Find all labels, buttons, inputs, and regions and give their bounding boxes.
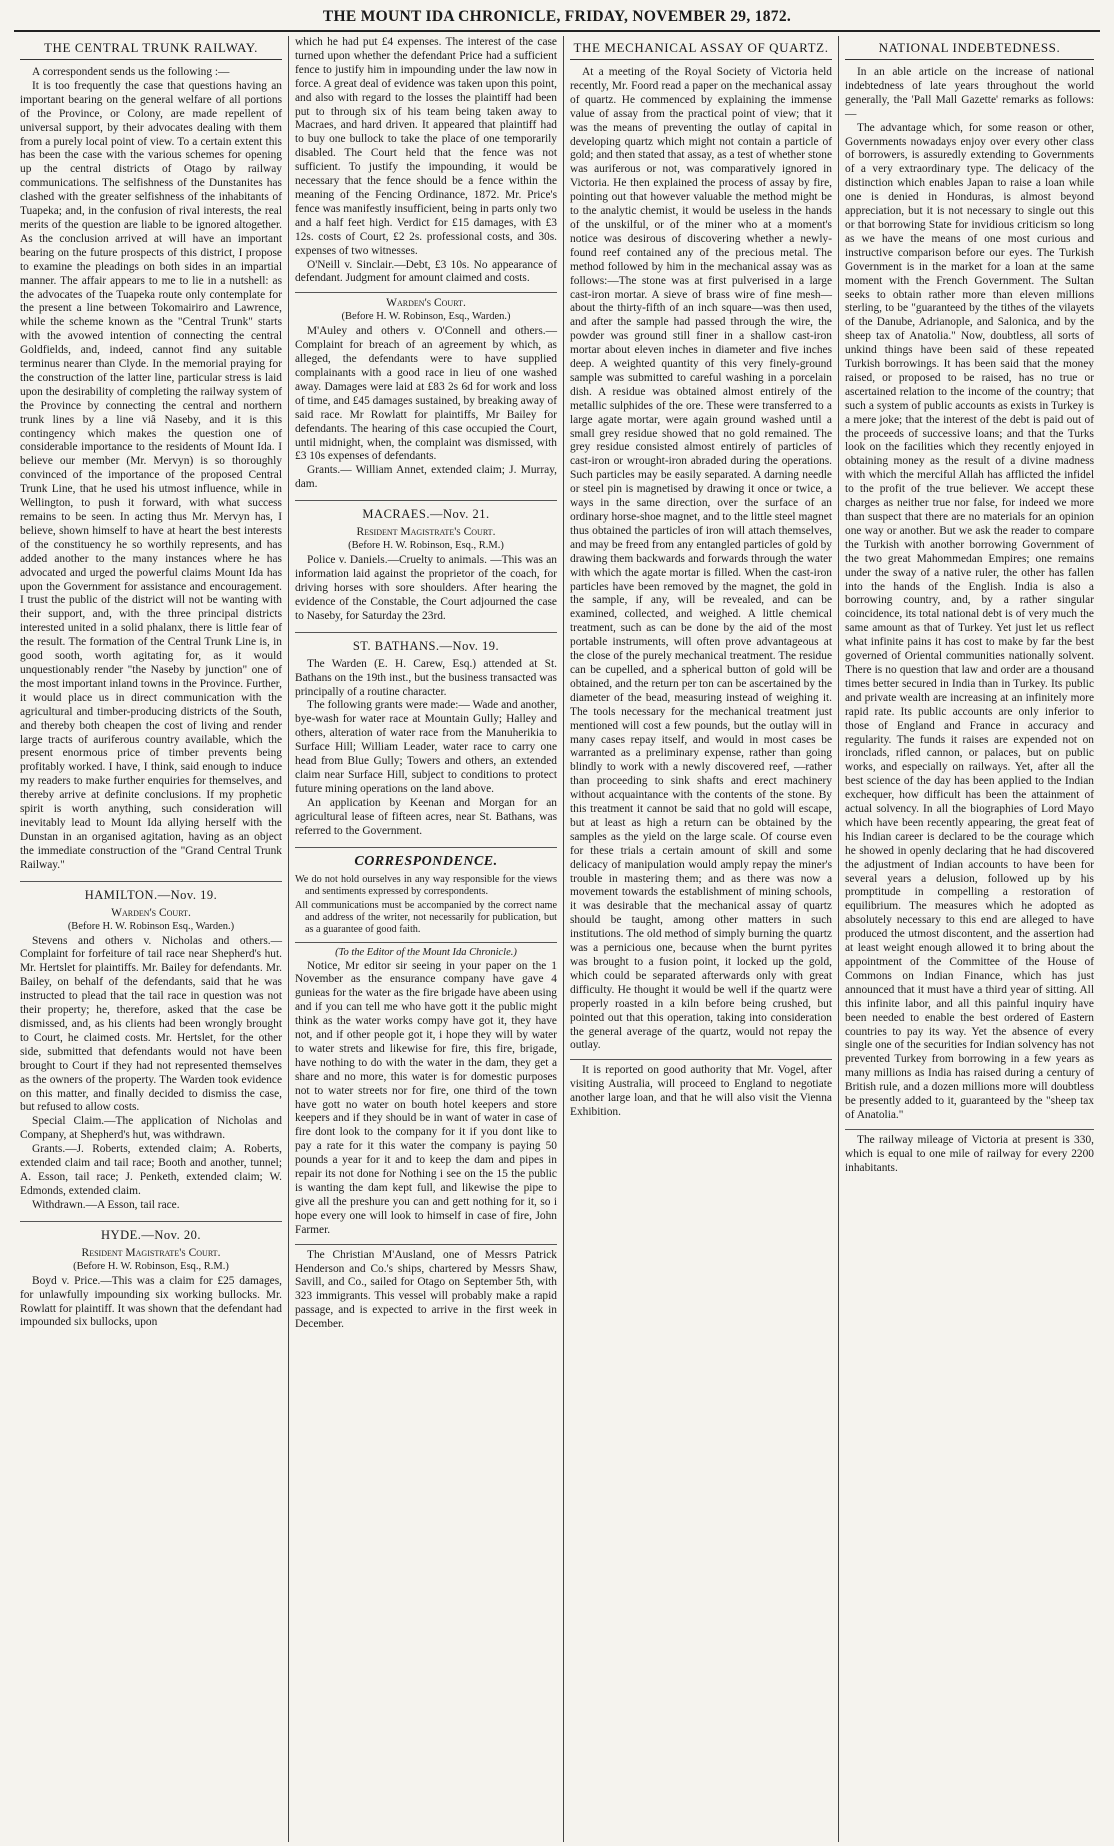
correspondence-notice: We do not hold ourselves in any way responsible for the views and sentiments expressed by correspondents.: [295, 873, 557, 897]
court-report: Grants.— William Annet, extended claim; J. Murray, dam.: [295, 464, 557, 491]
letter-body: Notice, Mr editor sir seeing in your paper on the 1 November as the ensurance company have gave 4 gunieas for the water as the fire brigade have abeen using and if you can tell me who have gott it the public might think as the water works compy have got it, they have not, and if other people got it, i hope they will by water to water strets and likewise for fire, this fire, brigade, have nothing to do with the water in the dam, they get a share and no more, this water is for domestic purposes not to water streets nor for fire, one third of the town have gott no water on bouth hotel keepers and store keepers and if they should be in want of water in case of fire dont look to the company for it if you dont like to pay a rate for it this water the company is paying 50 pounds a year for it and to keep the dam and pipes in repair its not done for Nothing i see on the 15 the public is wanting the dam kept full, and likewise the pipe to give all the preshure you can and gett nothing for it, so i hope every one will look to himself in case of fire, John Farmer.: [295, 959, 557, 1236]
article-paragraph: The advantage which, for some reason or other, Governments nowadays enjoy over every other class of borrowers, is assuredly extending to Governments of a very extraordinary type. The delicacy of the distinction which enables Japan to raise a loan while one is denied in Honduras, is almost beyond appreciation, but it is not necessary to single out this or that borrowing State for invidious criticism so long as we have the means of one most curious and instructive comparison before our eyes. The Turkish Government is in the market for a loan at the same moment with the French Government. The Sultan seeks to obtain rather more than eleven millions sterling, to be "guaranteed by the tithes of the vilayets of the Danube, Adrianople, and Salonica, and by the sheep tax of Anatolia." Now, doubtless, all sorts of unkind things have been said of these repeated Turkish borrowings. It has been said that the money raised, or proposed to be raised, has no true or ascertained relation to the income of the country; that such a system of public accounts as exists in Turkey is a mere joke; that the interest of the debt is paid out of the proceeds of successive loans; and that the Turks look on the facilities which they recently enjoyed in obtaining money as the result of a divine madness with which the merciful Allah has afflicted the infidel to the profit of the true believer. We accept these charges as neither true nor false, for indeed we more than suspect that there are no materials for an opinion one way or another. But we ask the reader to compare the Turkish with another borrowing Government of the two great Mahommedan Empires; one remains under the sway of a native ruler, the other has fallen into the hands of the English. India is also a borrowing country, and, by a rather singular coincidence, its total national debt is of very much the same amount as that of Turkey. Yet just let us reflect what infinite pains it has cost to make by far the best governed of Oriental communities nationally solvent. There is no question that law and order are a thousand times better secured in India than in Turkey. Its public and private wealth are increasing at an infinitely more rapid rate. Its public accounts are only inferior to those of England and France in accuracy and regularity. The funds it raises are expended not on ironclads, rifled cannon, or palaces, but on public works, and especially on railways. Yet, after all the best science of the day has been applied to the Indian exchequer, how difficult has been the attainment of actual solvency. In all the biographies of Lord Mayo which have been recently appearing, the great feat of his Indian career is declared to be the courage which he showed in openly declaring that he had discovered the adjustment of Indian accounts to have been for several years a delusion, followed up by his promptitude in compelling a restoration of equilibrium. The measures which he adopted as absolutely necessary to this end are alleged to have produced the utmost discontent, and the assertion had at least weight enough allowed it to bring about the appointment of the Committee of the House of Commons on Indian Finance, which has just announced that it must have a third year of sitting. All this infinite labor, and all this painful inquiry have been needed to enable the best ordered of Eastern countries to pay its way. Yet the absence of every single one of the securities for Indian solvency has not prevented Turkey from borrowing in a few years as many millions as India has raised during a century of British rule, and a dozen millions more will doubtless be presently added to it, guaranteed by the "sheep tax of Anatolia.": [845, 121, 1094, 1121]
section-heading-hamilton: HAMILTON.—Nov. 19.: [20, 881, 282, 903]
court-report: M'Auley and others v. O'Connell and others.—Complaint for breach of an agreement by which, as alleged, the defendants were to have supplied complainants with a good race in lieu of one washed away. Damages were laid at £83 2s 6d for work and loss of time, and £45 damages sustained, by breaking away of said race. Mr Rowlatt for plaintiffs, Mr Bailey for defendants. The hearing of this case occupied the Court, until midnight, when, the complaint was dismissed, with £3 10s expenses of defendants.: [295, 325, 557, 463]
letter-address: (To the Editor of the Mount Ida Chronicle.): [335, 946, 517, 958]
article-paragraph: At a meeting of the Royal Society of Victoria held recently, Mr. Foord read a paper on the mechanical assay of quartz. He commenced by explaining the immense value of assay from the practical point of view; that it was the means of preventing the outlay of capital in developing quartz which might not contain a particle of gold; and then stated that assay, as a test of whether stone was auriferous or not, was comparatively ignored in Victoria. He then explained the process of assay by fire, pointing out that however valuable the method might be to the analytic chemist, it would be useless in the hands of the unskilful, or of the miner who at a moment's notice was desirous of discovering whether a newly-found reef contained any of the precious metal. The method followed by him in the mechanical assay was as follows:—The stone was at first pulverised in a large cast-iron mortar. A sieve of brass wire of fine mesh—about the thirty-fifth of an inch square—was then used, and after the sample had passed through the wire, the powder was ground still finer in a shallow cast-iron mortar about eleven inches in diameter and five inches deep. A weighted quantity of this very finely-ground sample was submitted to careful washing in a porcelain dish. A residue was obtained almost entirely of the metallic sulphides of the ore. These were transferred to a large agate mortar, were again ground washed until a small grey residue showed that no gold remained. The grey residue consisted almost entirely of particles of cast-iron or wrought-iron abraded during the operations. Such particles may be easily separated. A darning needle or steel pin is magnetised by drawing it once or twice, a ways in the same direction, over the surface of an ordinary horse-shoe magnet, and to the little steel magnet thus obtained the particles of iron will attach themselves, and may be freed from any entangled particles of gold by drawing them backwards and forwards through the water with which the agate mortar is filled. When the cast-iron particles have been removed by the magnet, the gold in the sample, if any, will be revealed, and can be examined, collected, and weighed. A little chemical treatment, such as can be done by the aid of the most portable instruments, will often prove advantageous at the close of the purely mechanical treatment. The residue can be cupelled, and a spherical button of gold will be obtained, and the return per ton can be ascertained by the diameter of the bead, measuring instead of weighing it. The tools necessary for the mechanical treatment just mentioned will cost a few pounds, but the outlay will in many cases repay itself, and would in most cases be warranted as a preliminary expense, rather than going blindly to work with a newly discovered reef, —rather than proceeding to sink shafts and erect machinery without acquaintance with the contents of the stone. By this treatment it cannot be said that no gold will escape, but at least as high a return can be obtained by the samples as the yield on the large scale. Of course even for these trials a certain amount of skill and some delicacy of manipulation would amply repay the miner's trouble in mastering them; and as there was now a movement towards the establishment of mining schools, it was desirable that the mechanical assay of quartz should be taught, among other matters in such institutions. The old method of simply burning the quartz was a pernicious one, because when the burnt pyrites was brought to a fusion point, it locked up the gold, which could be separated afterwards only with great difficulty. He thought it would be well if the quartz were properly roasted in a kiln before being crushed, but pointed out that this operation, taking into consideration the general average of the quartz, would not repay the outlay.: [570, 66, 832, 1052]
article-heading-indebtedness: NATIONAL INDEBTEDNESS.: [845, 40, 1094, 60]
court-presiding: (Before H. W. Robinson, Esq., R.M.): [348, 540, 504, 552]
correspondence-notice: All communications must be accompanied by the correct name and address of the writer, not necessarily for publication, but as a guarantee of good faith.: [295, 899, 557, 935]
article-paragraph: An application by Keenan and Morgan for an agricultural lease of fifteen acres, near St. Bathans, was referred to the Government.: [295, 796, 557, 837]
column-4: [839, 36, 1100, 1842]
court-report: Police v. Daniels.—Cruelty to animals. —This was an information laid against the proprietor of the coach, for driving horses with sore shoulders. After hearing the evidence of the Constable, the Court adjourned the case to Naseby, for Saturday the 23rd.: [295, 554, 557, 622]
article-paragraph: The following grants were made:— Wade and another, bye-wash for water race at Mountain Gully; Halley and others, alteration of water race from the Manuherikia to Surface Hill; William Leader, water race to carry one head from Blue Gully; Towers and others, an extended claim near Surface Hill, subject to conditions to protect future mining operations on the land above.: [295, 699, 557, 795]
divider: [570, 1059, 832, 1060]
section-heading-st-bathans: ST. BATHANS.—Nov. 19.: [295, 632, 557, 654]
article-paragraph: It is too frequently the case that questions having an important bearing on the general welfare of all portions of the Province, or Colony, are made repellent of universal support, by their advocates dealing with them from a purely local point of view. To a certain extent this has been the case with the various schemes for opening up the central districts of Otago by railway communications. The selfishness of the Dunstanites has clashed with the greater selfishness of the inhabitants of Tuapeka; and, in the confusion of rival interests, the real merits of the question are liable to be ignored altogether. As the conclusion arrived at will have an important bearing on the future prospects of this district, I propose to examine the pleadings on both sides in an impartial manner. The affair appears to me to lie in a nutshell: as the advocates of the Tuapeka route only contemplate for the present a line between Tokomairiro and Lawrence, while the scheme known as the "Central Trunk" starts with the avowed intention of connecting the central Goldfields, and, indeed, cannot find any suitable terminus nearer than Clyde. In the memorial praying for the construction of the latter line, particular stress is laid upon the desirability of completing the railway system of the Province by connecting the central and northern trunk lines by a line viâ Naseby, and it is this contingency which makes the question one of considerable importance to the residents of Mount Ida. I believe our member (Mr. Mervyn) is so thoroughly convinced of the importance of the proposed Central Trunk Line, that he used his utmost influence, while in Wellington, to push it forward, with what success remains to be seen. In acting thus Mr. Mervyn has, I believe, shown himself to have at heart the best interests of the constituency he so worthily represents, and has added another to the many instances where he has advocated and urged the powerful claims Mount Ida has upon the Government for assistance and encouragement. I trust the public of the district will not be wanting with their support, and, with the three principal districts interested united in a solid phalanx, there is little fear of the result. The formation of the Central Trunk Line is, in good sooth, worth agitating for, as it would unquestionably render "the Naseby by junction" one of the most important inland towns in the Province. Further, it would place us in direct communication with the agricultural and timber-producing districts of the South, and thereby both cheapen the cost of living and render large tracts of auriferous country available, which the present enormous price of timber prevents being profitably worked. I have, I think, said enough to induce my readers to make further enquiries for themselves, and thereby arrive at definite conclusions. If my prophetic spirit is worth anything, such consideration will inevitably lead to Mount Ida allying herself with the Dunstan in an organised agitation, having as an object the immediate construction of the "Grand Central Trunk Railway.": [20, 79, 282, 871]
columns: [14, 36, 1100, 1842]
court-heading: Warden's Court.: [111, 906, 191, 919]
court-report: Stevens and others v. Nicholas and others.—Complaint for forfeiture of tail race near Shepherd's hut. Mr. Hertslet for plaintiffs. Mr. Bailey for defendants. Mr. Bailey, on behalf of the defendants, said that he was instructed to plead that the tail race in question was not their property; he, therefore, asked that the case be dismissed, and, as his clients had been wrongly brought to Court, he claimed costs. Mr. Hertslet, for the other side, submitted that defendants would not have been brought to Court if they had not represented themselves as the owners of the property. The Warden took evidence on this matter, and finally decided to dismiss the case, but refused to allow costs.: [20, 934, 282, 1114]
masthead: THE MOUNT IDA CHRONICLE, FRIDAY, NOVEMBER 29, 1872.: [14, 4, 1100, 32]
news-item: The Christian M'Ausland, one of Messrs Patrick Henderson and Co.'s ships, chartered by Messrs Shaw, Savill, and Co., sailed for Otago on September 5th, with 323 immigrants. This vessel will probably make a rapid passage, and is expected to arrive in the first week in December.: [295, 1248, 557, 1331]
column-2: [289, 36, 564, 1842]
divider: [295, 942, 557, 943]
court-heading: Warden's Court.: [386, 297, 466, 310]
court-presiding: (Before H. W. Robinson, Esq., R.M.): [73, 1260, 229, 1272]
court-report: O'Neill v. Sinclair.—Debt, £3 10s. No appearance of defendant. Judgment for amount claimed and costs.: [295, 258, 557, 285]
article-heading-central-trunk: THE CENTRAL TRUNK RAILWAY.: [20, 40, 282, 60]
news-item: The railway mileage of Victoria at present is 330, which is equal to one mile of railway for every 2200 inhabitants.: [845, 1133, 1094, 1174]
court-presiding: (Before H. W. Robinson Esq., Warden.): [67, 920, 235, 932]
court-report: Special Claim.—The application of Nicholas and Company, at Shepherd's hut, was withdrawn.: [20, 1115, 282, 1142]
column-1: [14, 36, 289, 1842]
news-item: It is reported on good authority that Mr. Vogel, after visiting Australia, will proceed to England to negotiate another large loan, and that he will also visit the Vienna Exhibition.: [570, 1064, 832, 1119]
section-heading-hyde: HYDE.—Nov. 20.: [20, 1221, 282, 1243]
court-report: Grants.—J. Roberts, extended claim; A. Roberts, extended claim and tail race; Booth and another, tunnel; A. Esson, tail race; J. Penketh, extended claim; W. Edmonds, extended claim.: [20, 1143, 282, 1197]
article-paragraph: A correspondent sends us the following :—: [32, 66, 230, 78]
correspondence-heading: CORRESPONDENCE.: [295, 847, 557, 870]
court-report: which he had put £4 expenses. The interest of the case turned upon whether the defendant Price had a sufficient fence to justify him in impounding under the law now in force. A great deal of evidence was taken upon this point, and also with regard to the losses the plaintiff had been put to through six of his team being taken away to Macraes, and hard driven. It appeared that plaintiff had to buy one bullock to take the place of one temporarily disabled. The Court held that the fence was not sufficient. To justify the impounding, it would be necessary that the fence should be a fence within the meaning of the Fencing Ordinance, 1872. Mr. Price's fence was manifestly insufficient, being in parts only two and a half feet high. Verdict for £15 damages, with £3 12s. costs of Court, £2 2s. professional costs, and 30s. expenses of two witnesses.: [295, 36, 557, 257]
court-report: Withdrawn.—A Esson, tail race.: [32, 1198, 180, 1211]
divider: [295, 1244, 557, 1245]
article-paragraph: In an able article on the increase of national indebtedness of late years throughout the world generally, the 'Pall Mall Gazette' remarks as follows:—: [845, 66, 1094, 120]
court-heading: Resident Magistrate's Court.: [81, 1246, 221, 1259]
court-heading: Resident Magistrate's Court.: [356, 526, 496, 539]
article-paragraph: The Warden (E. H. Carew, Esq.) attended at St. Bathans on the 19th inst., but the business transacted was principally of a routine character.: [295, 657, 557, 698]
section-heading-macraes: MACRAES.—Nov. 21.: [295, 500, 557, 522]
article-heading-assay: THE MECHANICAL ASSAY OF QUARTZ.: [570, 40, 832, 60]
court-presiding: (Before H. W. Robinson, Esq., Warden.): [341, 311, 511, 323]
divider: [295, 292, 557, 293]
column-3: [564, 36, 839, 1842]
divider: [845, 1129, 1094, 1130]
court-report: Boyd v. Price.—This was a claim for £25 damages, for unlawfully impounding six working bullocks. Mr. Rowlatt for plaintiff. It was shown that the defendant had impounded six bullocks, upon: [20, 1274, 282, 1329]
